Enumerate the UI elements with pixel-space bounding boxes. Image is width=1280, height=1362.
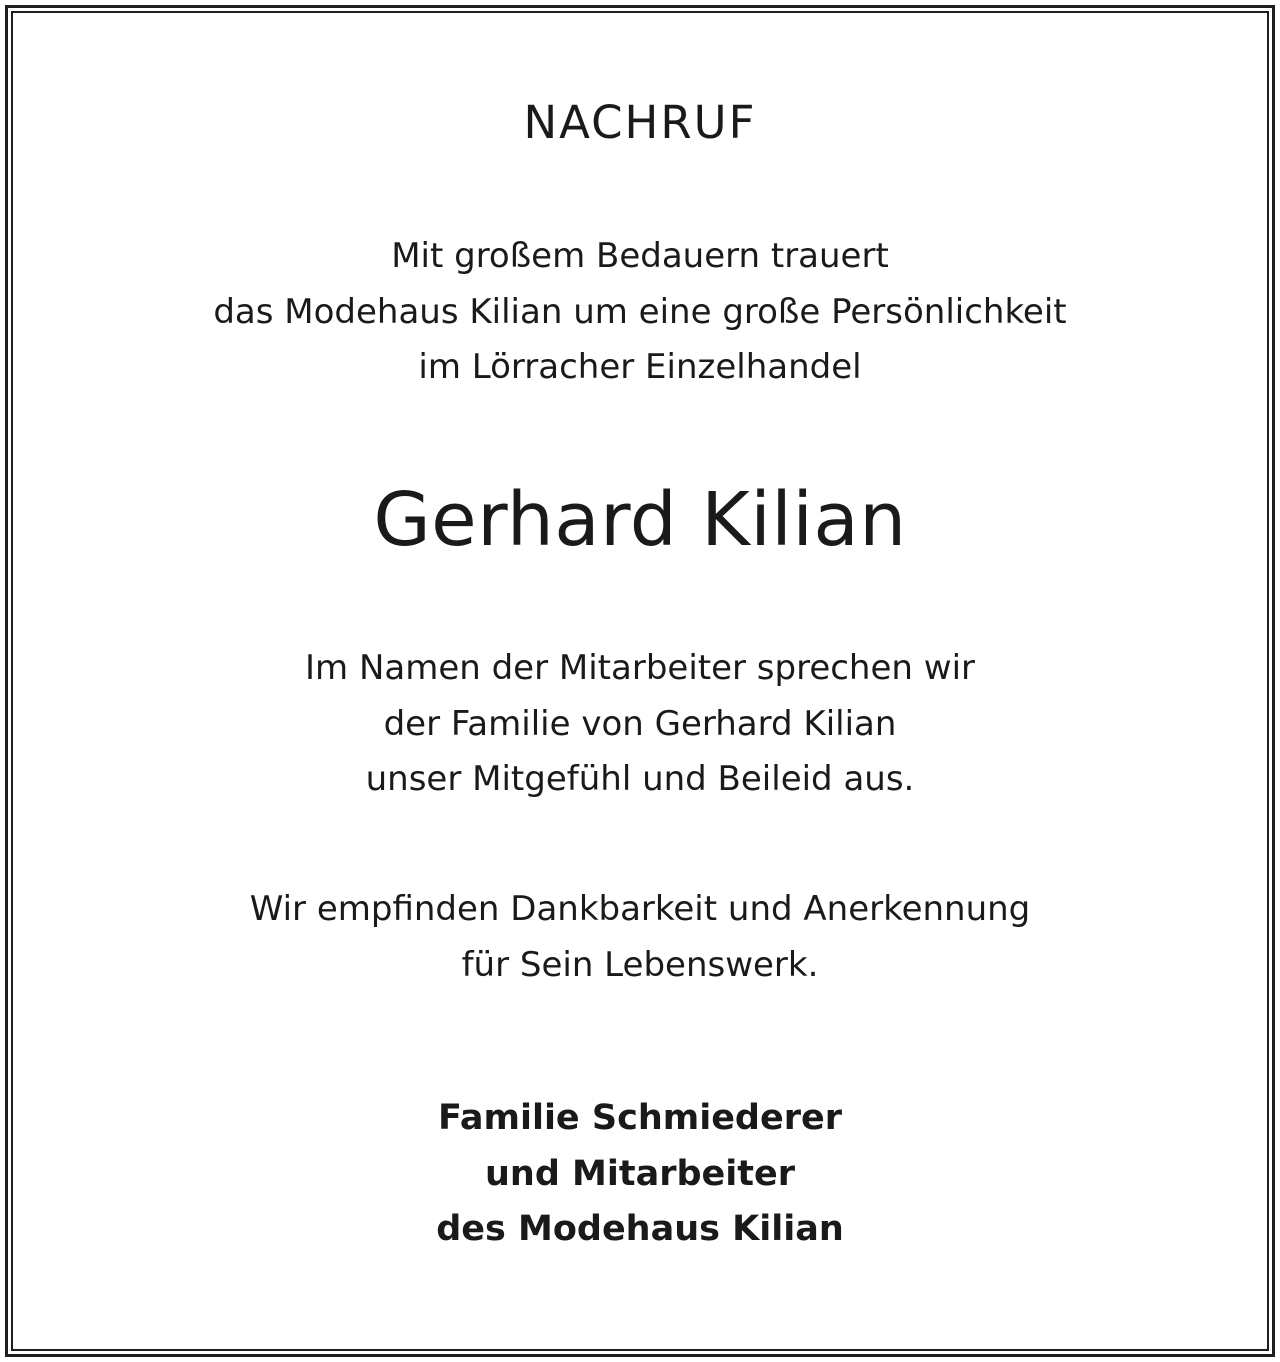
signature-line-3: des Modehaus Kilian [436,1209,844,1249]
condolence-line-1: Im Namen der Mitarbeiter sprechen wir [304,648,975,688]
condolence-line-3: unser Mitgefühl und Beileid aus. [365,759,915,799]
intro-line-1: Mit großem Bedauern trauert [391,236,889,276]
gratitude-line-1: Wir empfinden Dankbarkeit und Anerkennung [249,889,1031,929]
gratitude-line-2: für Sein Lebenswerk. [461,945,819,985]
intro-line-3: im Lörracher Einzelhandel [418,347,862,387]
signature-line-1: Familie Schmiederer [438,1098,842,1138]
notice-heading: NACHRUF [523,96,757,149]
deceased-name: Gerhard Kilian [373,477,907,563]
condolence-line-2: der Familie von Gerhard Kilian [383,704,897,744]
signature-line-2: und Mitarbeiter [484,1154,796,1194]
intro-line-2: das Modehaus Kilian um eine große Persönlichkeit [213,292,1067,332]
